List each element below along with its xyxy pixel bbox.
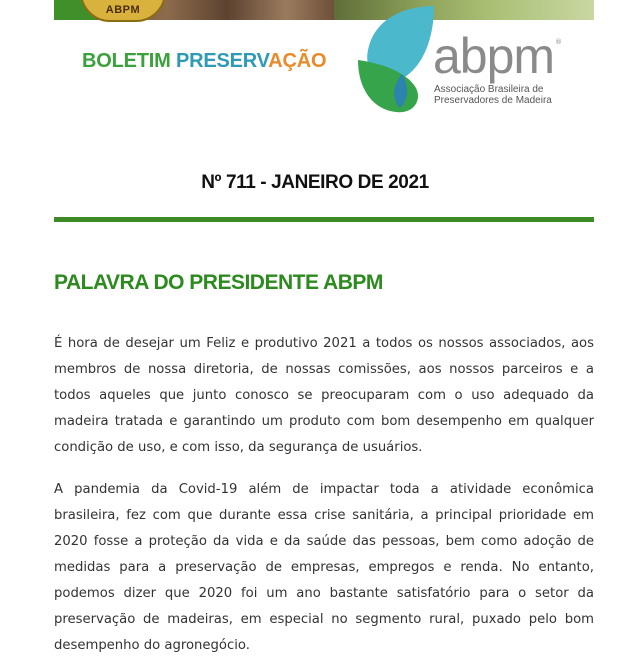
paragraph-2: A pandemia da Covid-19 além de impactar toda a atividade econômica brasileira, fez com que durante essa crise sanitária, a principal prioridade em 2020 fosse a proteção da vida e da saúde das pessoas, bem como adoção de medidas para a preservação de empresas, empregos e renda. No entanto, podemos dizer que 2020 foi um ano bastante satisfatório para o setor da preservação de madeiras, em especial no segmento rural, puxado pelo bom desempenho do agronegócio. xyxy=(54,482,594,653)
association-line-2: Preservadores de Madeira xyxy=(434,95,552,106)
section-title: PALAVRA DO PRESIDENTE ABPM xyxy=(54,271,383,294)
abpm-leaf-logo-icon xyxy=(356,4,436,116)
badge-text: ABPM xyxy=(105,4,141,16)
association-name xyxy=(434,84,584,106)
bulletin-title-part1: BOLETIM xyxy=(82,50,176,72)
association-line-1: Associação Brasileira de xyxy=(434,84,544,95)
bulletin-title-part2: PRESERV xyxy=(175,50,269,72)
abpm-logo-word: abpm xyxy=(433,28,555,84)
bulletin-title-part3: AÇÃO xyxy=(268,50,327,72)
section-divider xyxy=(54,217,594,222)
registered-mark: ® xyxy=(555,38,562,46)
paragraph-1: É hora de desejar um Feliz e produtivo 2021 a todos os nossos associados, aos membros de nossa diretoria, de nossas comissões, aos nossos parceiros e a todos aqueles que junto conosco se preocuparam com o uso adequado da madeira tratada e garantindo um produto com bom desempenho em qualquer condição de uso, e com isso, da segurança de usuários. xyxy=(54,336,594,455)
bulletin-title xyxy=(82,47,326,75)
issue-title: Nº 711 - JANEIRO DE 2021 xyxy=(201,172,429,193)
